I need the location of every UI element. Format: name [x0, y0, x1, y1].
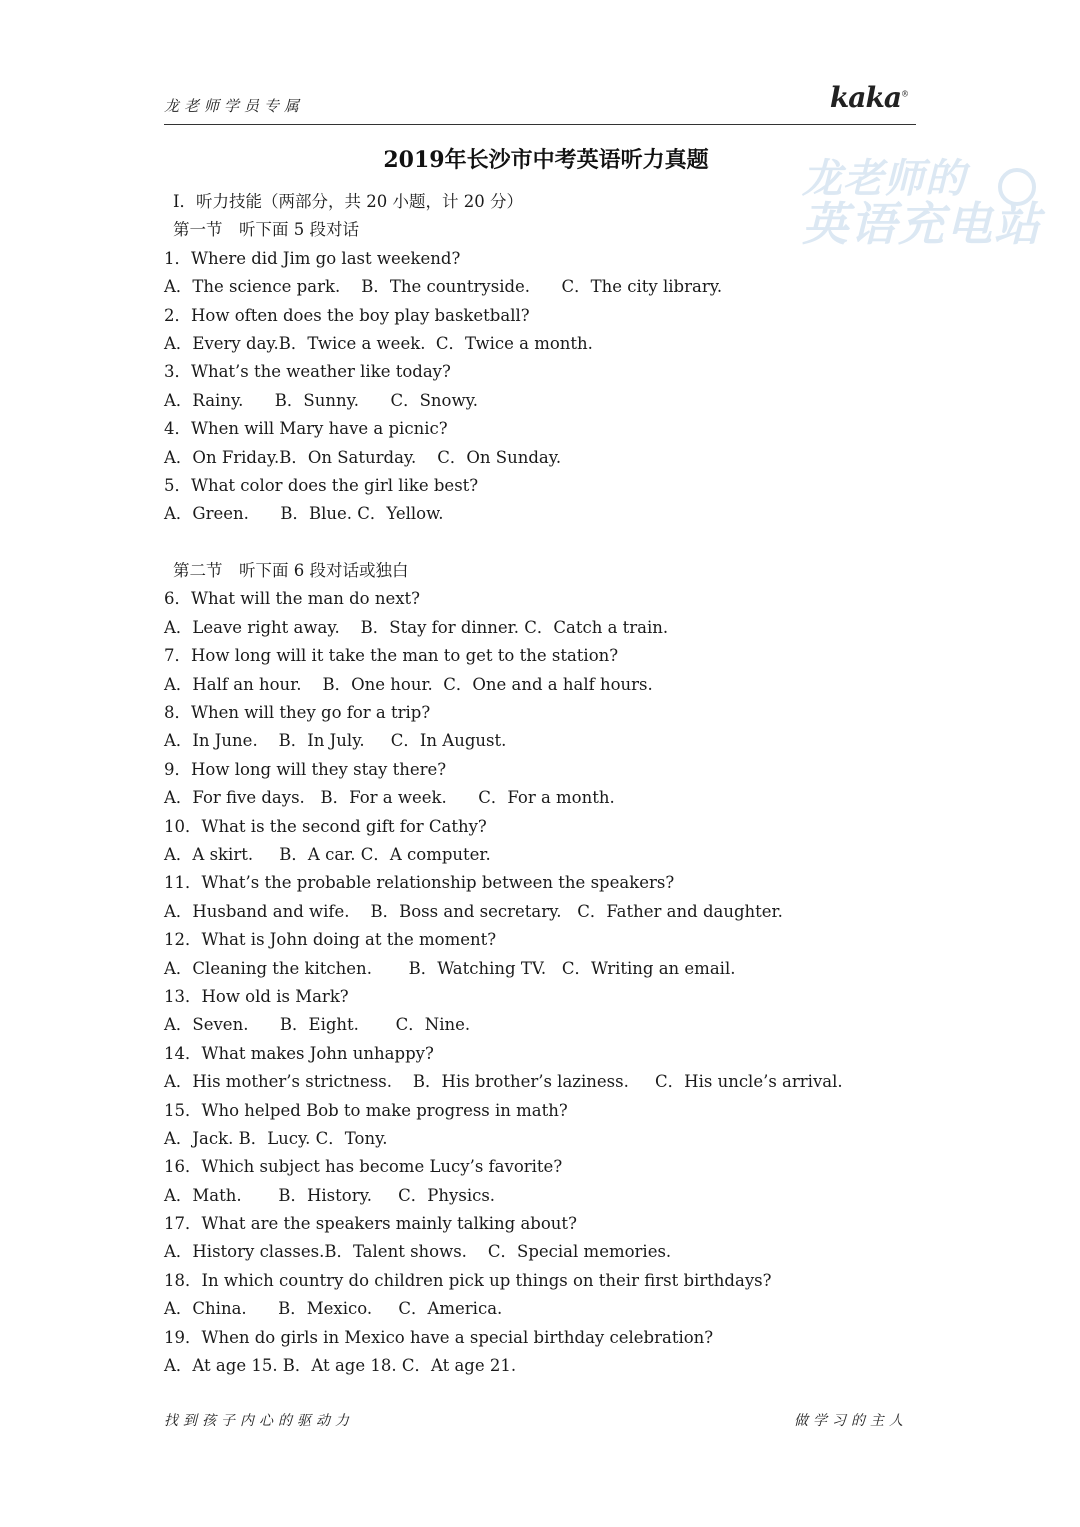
logo-text: kaka — [829, 81, 901, 114]
question-text: 8．When will they go for a trip? — [164, 703, 431, 723]
section-2-heading: 第二节 听下面 6 段对话或独白 — [173, 561, 409, 581]
watermark-line-1: 龙老师的 — [802, 156, 966, 202]
answer-options: A．History classes.B．Talent shows. C．Special memories. — [164, 1242, 672, 1262]
watermark-line-2: 英语充电站 — [802, 197, 1042, 251]
page-header — [164, 82, 916, 125]
document-title: 2019年长沙市中考英语听力真题 — [383, 147, 709, 173]
section-1-heading: 第一节 听下面 5 段对话 — [173, 220, 359, 240]
question-text: 12．What is John doing at the moment? — [164, 930, 497, 950]
section-1-questions — [164, 245, 924, 529]
question-text: 9．How long will they stay there? — [164, 759, 447, 779]
answer-options: A．Leave right away. B．Stay for dinner. C．Catch a train. — [164, 617, 669, 637]
question-text: 11．What’s the probable relationship between the speakers? — [164, 873, 675, 893]
kaka-logo — [830, 81, 908, 114]
question-text: 17．What are the speakers mainly talking about? — [164, 1214, 577, 1234]
answer-options: A．Cleaning the kitchen. B．Watching TV. C．Writing an email. — [164, 958, 736, 978]
question-text: 1．Where did Jim go last weekend? — [164, 248, 461, 268]
question-text: 6．What will the man do next? — [164, 589, 421, 609]
answer-options: A．His mother’s strictness. B．His brother’s laziness. C．His uncle’s arrival. — [164, 1072, 843, 1092]
answer-options: A．Every day.B．Twice a week. C．Twice a month. — [164, 333, 593, 353]
header-label: 龙老师学员专属 — [164, 97, 305, 115]
part-heading: I．听力技能（两部分，共 20 小题，计 20 分） — [173, 192, 523, 211]
answer-options: A．A skirt. B．A car. C．A computer. — [164, 844, 491, 864]
question-text: 19．When do girls in Mexico have a special birthday celebration? — [164, 1327, 714, 1347]
answer-options: A．For five days. B．For a week. C．For a month. — [164, 788, 615, 808]
answer-options: A．Half an hour. B．One hour. C．One and a half hours. — [164, 674, 653, 694]
question-text: 10．What is the second gift for Cathy? — [164, 816, 487, 836]
question-text: 2．How often does the boy play basketball? — [164, 305, 530, 325]
footer-left-text: 找到孩子内心的驱动力 — [164, 1413, 354, 1429]
answer-options: A．Rainy. B．Sunny. C．Snowy. — [164, 390, 478, 410]
answer-options: A．Husband and wife. B．Boss and secretary. C．Father and daughter. — [164, 901, 783, 921]
section-gap — [164, 529, 924, 557]
page-footer — [164, 1410, 908, 1432]
answer-options: A．On Friday.B．On Saturday. C．On Sunday. — [164, 447, 562, 467]
question-text: 3．What’s the weather like today? — [164, 362, 451, 382]
question-text: 15．Who helped Bob to make progress in math? — [164, 1100, 568, 1120]
answer-options: A．In June. B．In July. C．In August. — [164, 731, 507, 751]
question-text: 16．Which subject has become Lucy’s favorite? — [164, 1157, 563, 1177]
answer-options: A．Jack. B．Lucy. C．Tony. — [164, 1128, 388, 1148]
question-text: 18．In which country do children pick up things on their first birthdays? — [164, 1270, 772, 1290]
answer-options: A．China. B．Mexico. C．America. — [164, 1299, 503, 1319]
answer-options: A．At age 15. B．At age 18. C．At age 21. — [164, 1356, 517, 1376]
question-text: 14．What makes John unhappy? — [164, 1043, 434, 1063]
question-text: 5．What color does the girl like best? — [164, 475, 479, 495]
footer-right-text: 做学习的主人 — [794, 1413, 908, 1429]
question-text: 7．How long will it take the man to get to the station? — [164, 646, 619, 666]
question-text: 13．How old is Mark? — [164, 986, 349, 1006]
section-2-questions — [164, 585, 924, 1380]
answer-options: A．Math. B．History. C．Physics. — [164, 1185, 496, 1205]
question-text: 4．When will Mary have a picnic? — [164, 419, 448, 439]
exam-content — [164, 188, 924, 1380]
registered-mark: ® — [901, 89, 908, 99]
answer-options: A．Seven. B．Eight. C．Nine. — [164, 1015, 471, 1035]
answer-options: A．Green. B．Blue. C．Yellow. — [164, 504, 444, 524]
answer-options: A．The science park. B．The countryside. C．The city library. — [164, 277, 723, 297]
